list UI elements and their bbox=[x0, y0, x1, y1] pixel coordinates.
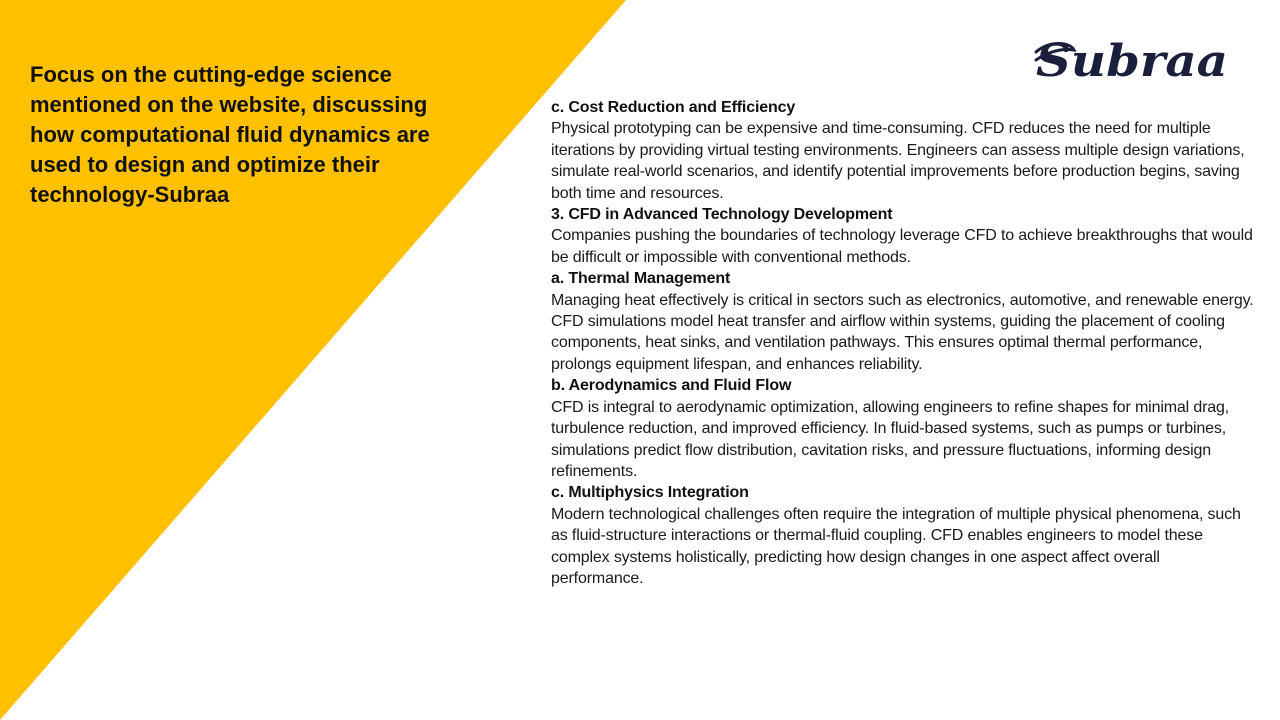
subraa-logo bbox=[1030, 30, 1235, 92]
section-heading: a. Thermal Management bbox=[551, 270, 731, 288]
section-body: CFD is integral to aerodynamic optimization, allowing engineers to refine shapes for minimal drag, turbulence reduction, and improved efficiency. In fluid-based systems, such as pumps or turbines, simulations predict flow distribution, cavitation risks, and pressure fluctuations, informing design refinements. bbox=[551, 398, 1230, 480]
section-body: Managing heat effectively is critical in sectors such as electronics, automotive, and renewable energy. CFD simulations model heat transfer and airflow within systems, guiding the placement of cooling components, heat sinks, and ventilation pathways. This ensures optimal thermal performance, prolongs equipment lifespan, and enhances reliability. bbox=[551, 291, 1254, 373]
section-heading: 3. CFD in Advanced Technology Development bbox=[551, 206, 893, 224]
section-body: Modern technological challenges often require the integration of multiple physical phenomena, such as fluid-structure interactions or thermal-fluid coupling. CFD enables engineers to model these complex systems holistically, predicting how design changes in one aspect affect overall performance. bbox=[551, 505, 1241, 587]
content-column bbox=[551, 97, 1256, 589]
section-body: Physical prototyping can be expensive and time-consuming. CFD reduces the need for multiple iterations by providing virtual testing environments. Engineers can assess multiple design variations, simulate real-world scenarios, and identify potential improvements before production begins, saving both time and resources. bbox=[551, 120, 1245, 202]
logo-wordmark: Subraa bbox=[1036, 36, 1228, 87]
section-heading: c. Cost Reduction and Efficiency bbox=[551, 99, 796, 116]
section-body: Companies pushing the boundaries of technology leverage CFD to achieve breakthroughs that would be difficult or impossible with conventional methods. bbox=[551, 227, 1253, 266]
section-heading: b. Aerodynamics and Fluid Flow bbox=[551, 377, 792, 395]
section-heading: c. Multiphysics Integration bbox=[551, 484, 749, 502]
slide-headline: Focus on the cutting-edge science mentioned on the website, discussing how computational fluid dynamics are used to design and optimize their technology-Subraa bbox=[30, 62, 430, 207]
